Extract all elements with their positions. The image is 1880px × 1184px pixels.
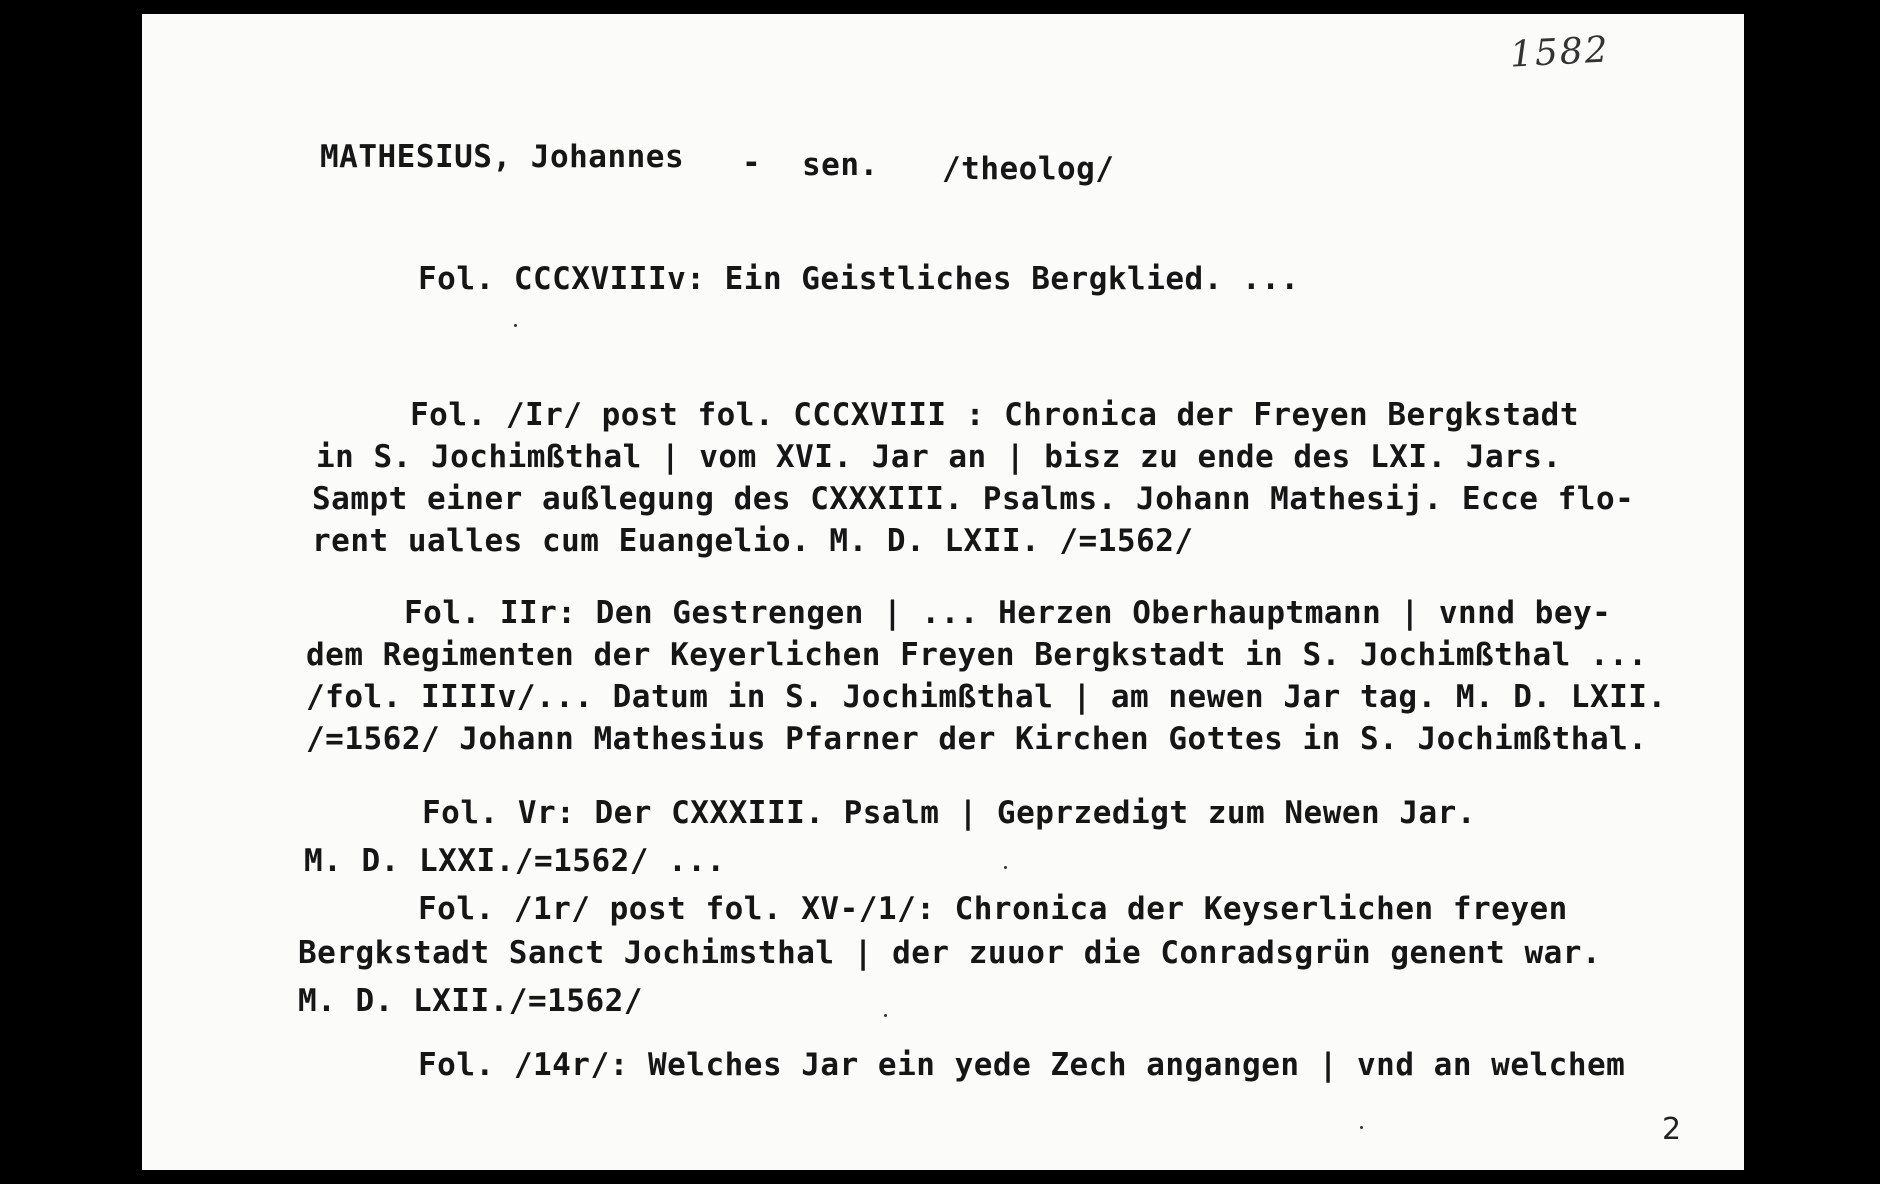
ink-speck [514,324,517,327]
entry-line: in S. Jochimßthal | vom XVI. Jar an | bisz zu ende des LXI. Jars. [316,439,1562,475]
page-number: 2 [1662,1112,1682,1147]
entry-line: /fol. IIIIv/... Datum in S. Jochimßthal | am newen Jar tag. M. D. LXII. [306,679,1667,715]
entry-line: Fol. /1r/ post fol. XV-/1/: Chronica der Keyserlichen freyen [418,891,1568,927]
entry-line: Fol. /Ir/ post fol. CCCXVIII : Chronica der Freyen Bergkstadt [410,397,1579,433]
author-name: MATHESIUS, Johannes [320,139,685,175]
entry-line: Fol. Vr: Der CXXXIII. Psalm | Geprzedigt zum Newen Jar. [422,795,1476,831]
entry-line: Bergkstadt Sanct Jochimsthal | der zuuor die Conradsgrün genent war. [298,935,1602,971]
ink-speck [884,1014,887,1017]
ink-speck [1360,1126,1363,1129]
entry-line: Sampt einer außlegung des CXXXIII. Psalms. Johann Mathesij. Ecce flo- [312,481,1635,517]
header-suffix: sen. [802,147,879,183]
ink-speck [1004,866,1007,869]
entry-line: /=1562/ Johann Mathesius Pfarner der Kirchen Gottes in S. Jochimßthal. [306,721,1648,757]
header-line [320,139,685,175]
entry-line: Fol. CCCXVIIIv: Ein Geistliches Bergklied. ... [418,261,1300,297]
entry-line: Fol. /14r/: Welches Jar ein yede Zech angangen | vnd an welchem [418,1047,1626,1083]
entry-line: M. D. LXXI./=1562/ ... [304,843,726,879]
header-dash: - [742,145,762,181]
entry-line: M. D. LXII./=1562/ [298,983,643,1019]
entry-line: dem Regimenten der Keyerlichen Freyen Bergkstadt in S. Jochimßthal ... [306,637,1648,673]
handwritten-number: 1582 [1508,29,1611,76]
header-role: /theolog/ [942,151,1115,187]
entry-line: rent ualles cum Euangelio. M. D. LXII. /=1562/ [312,523,1194,559]
entry-line: Fol. IIr: Den Gestrengen | ... Herzen Oberhauptmann | vnnd bey- [404,595,1612,631]
catalog-card [142,14,1744,1170]
